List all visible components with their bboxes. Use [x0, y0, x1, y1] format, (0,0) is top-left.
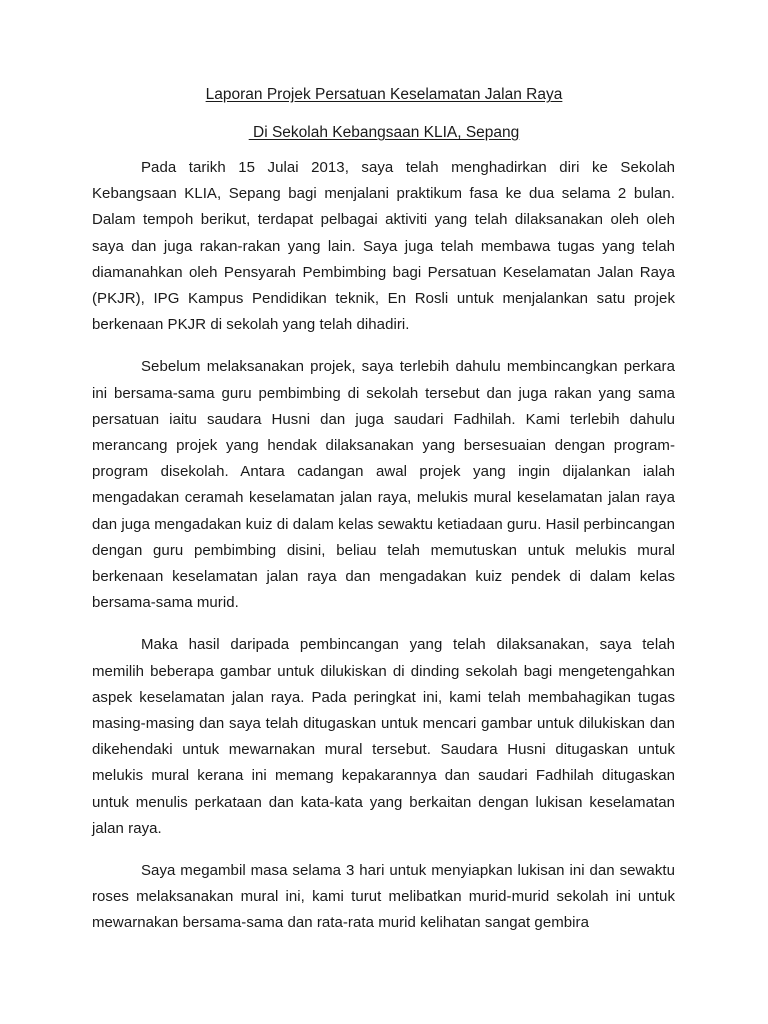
document-title-line-1: Laporan Projek Persatuan Keselamatan Jalan Raya — [205, 86, 563, 103]
document-body — [92, 155, 675, 937]
document-title-line-2: Di Sekolah Kebangsaan KLIA, Sepang — [248, 124, 520, 141]
paragraph-4: Saya megambil masa selama 3 hari untuk menyiapkan lukisan ini dan sewaktu roses melaksanakan mural ini, kami turut melibatkan murid-murid sekolah ini untuk mewarnakan bersama-sama dan rata-rata murid kelihatan sangat gembira — [92, 862, 675, 932]
paragraph-3: Maka hasil daripada pembincangan yang telah dilaksanakan, saya telah memilih beberapa gambar untuk dilukiskan di dinding sekolah bagi mengetengahkan aspek keselamatan jalan raya. Pada peringkat ini, kami telah membahagikan tugas masing-masing dan saya telah ditugaskan untuk mencari gambar untuk dilukiskan dan dikehendaki untuk mewarnakan mural tersebut. Saudara Husni ditugaskan untuk melukis mural kerana ini memang kepakarannya dan saudari Fadhilah ditugaskan untuk menulis perkataan dan kata-kata yang berkaitan dengan lukisan keselamatan jalan raya. — [92, 636, 675, 837]
paragraph-2: Sebelum melaksanakan projek, saya terlebih dahulu membincangkan perkara ini bersama-sama guru pembimbing di sekolah tersebut dan juga rakan yang sama persatuan iaitu saudara Husni dan juga saudari Fadhilah. Kami terlebih dahulu merancang projek yang hendak dilaksanakan yang bersesuaian dengan program-program disekolah. Antara cadangan awal projek yang ingin dijalankan ialah mengadakan ceramah keselamatan jalan raya, melukis mural keselamatan jalan raya dan juga mengadakan kuiz di dalam kelas sewaktu ketiadaan guru. Hasil perbincangan dengan guru pembimbing disini, beliau telah memutuskan untuk melukis mural berkenaan keselamatan jalan raya dan mengadakan kuiz pendek di dalam kelas bersama-sama murid. — [92, 358, 675, 612]
paragraph-1: Pada tarikh 15 Julai 2013, saya telah menghadirkan diri ke Sekolah Kebangsaan KLIA, Sepang bagi menjalani praktikum fasa ke dua selama 2 bulan. Dalam tempoh berikut, terdapat pelbagai aktiviti yang telah dilaksanakan oleh oleh saya dan juga rakan-rakan yang lain. Saya juga telah membawa tugas yang telah diamanahkan oleh Pensyarah Pembimbing bagi Persatuan Keselamatan Jalan Raya (PKJR), IPG Kampus Pendidikan teknik, En Rosli untuk menjalankan satu projek berkenaan PKJR di sekolah yang telah dihadiri. — [92, 159, 675, 334]
